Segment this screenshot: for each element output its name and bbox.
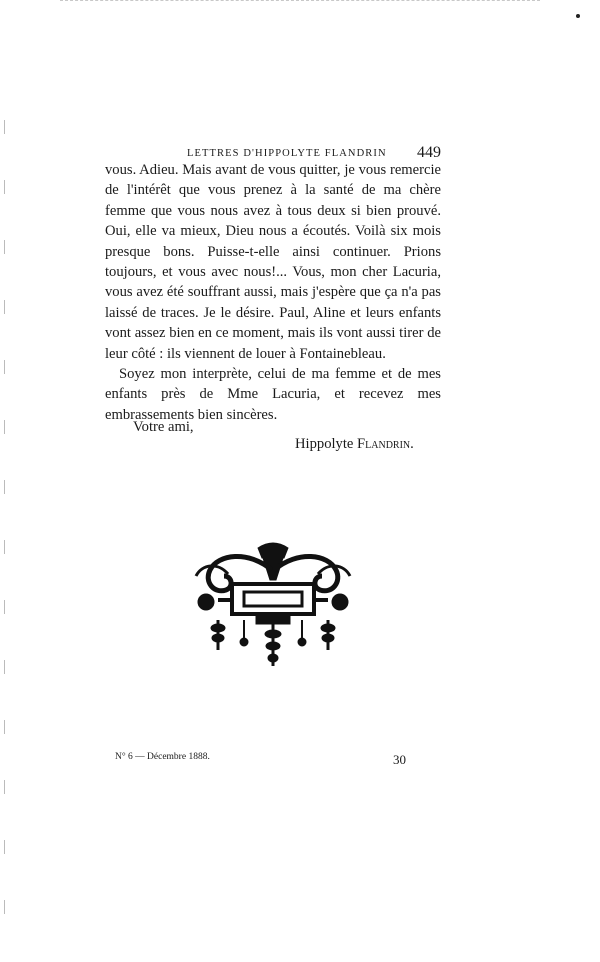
page-number: 449	[417, 144, 441, 161]
scan-edge-left	[4, 120, 5, 920]
closing: Votre ami,	[133, 419, 194, 435]
signature-first-name: Hippolyte	[295, 436, 354, 452]
signature-mark: 30	[393, 752, 406, 767]
scan-dot	[576, 14, 580, 18]
running-head-title: LETTRES D'HIPPOLYTE FLANDRIN	[187, 148, 387, 159]
paragraph-1: vous. Adieu. Mais avant de vous quitter, je vous remercie de l'intérêt que vous prenez à la santé de ma chère femme que vous nous avez à tous deux si bien prouvé. Oui, elle va mieux, Dieu nous a écoutés. Voilà six mois presque bons. Puisse-t-elle ainsi continuer. Prions toujours, et vous avec nous!... Vous, mon cher Lacuria, vous avez été souffrant aussi, mais j'espère que ça n'a pas laissé de traces. Je le désire. Paul, Aline et leurs enfants vont assez bien en ce moment, mais ils vont aussi tirer de leur côté : ils viennent de louer à Fontainebleau.	[105, 162, 441, 362]
letter-body	[105, 160, 441, 425]
signature	[295, 436, 414, 453]
issue-footer: N° 6 — Décembre 1888.	[115, 752, 210, 762]
paragraph-2: Soyez mon interprète, celui de ma femme et de mes enfants près de Mme Lacuria, et recevez mes embrassements bien sincères.	[105, 366, 441, 423]
signature-last-name: Flandrin.	[357, 436, 414, 452]
scan-edge-top	[60, 0, 540, 3]
decorative-ornament-icon	[188, 540, 358, 672]
